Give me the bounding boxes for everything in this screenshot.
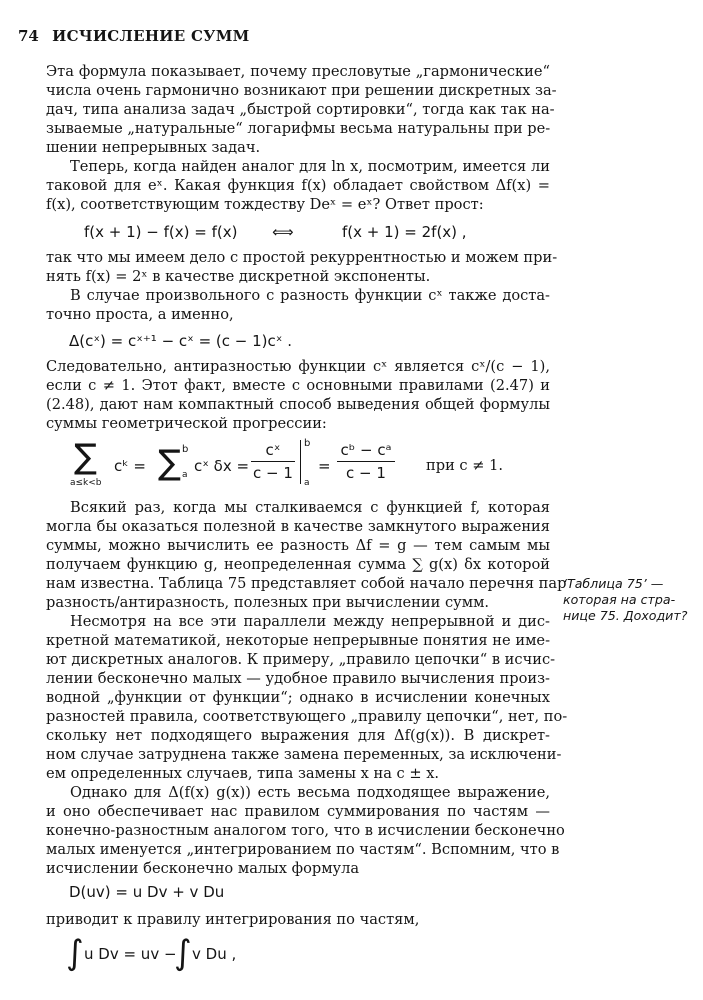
- bar-lower-limit: a: [304, 478, 310, 488]
- text-line: точно проста, а именно,: [46, 306, 234, 323]
- text-line: Однако для Δ(f(x) g(x)) есть весьма подходящее выражение,: [70, 784, 550, 801]
- text-line: кретной математикой, некоторые непрерывные понятия не име-: [46, 632, 550, 649]
- text-line: ют дискретных аналогов. К примеру, „правило цепочки“ в исчис-: [46, 651, 556, 668]
- text-line: скольку нет подходящего выражения для Δf(g(x)). В дискрет-: [46, 727, 550, 744]
- chapter-title: ИСЧИСЛЕНИЕ СУММ: [52, 27, 250, 45]
- equals-sign: =: [318, 457, 331, 475]
- margin-note-line: нице 75. Доходит?: [563, 608, 688, 623]
- text-line: таковой для eˣ. Какая функция f(x) обладает свойством Δf(x) =: [46, 177, 550, 194]
- integral-symbol: ∫: [174, 933, 192, 973]
- integral-expression: u Dv = uv −: [84, 945, 177, 963]
- sum-lower-limit: a: [182, 470, 188, 480]
- margin-note-line: которая на стра-: [563, 592, 676, 607]
- text-line: разностей правила, соответствующего „правилу цепочки“, нет, по-: [46, 708, 568, 725]
- fraction: [337, 441, 395, 482]
- text-line: так что мы имеем дело с простой рекуррентностью и можем при-: [46, 249, 558, 266]
- text-line: зываемые „натуральные“ логарифмы весьма натуральны при ре-: [46, 120, 551, 137]
- sum-expression: cˣ δx =: [194, 457, 250, 475]
- text-line: могла бы оказаться полезной в качестве замкнутого выражения: [46, 518, 550, 535]
- text-line: конечно-разностным аналогом того, что в исчислении бесконечно: [46, 822, 565, 839]
- text-line: шении непрерывных задач.: [46, 139, 261, 156]
- sum-lower-limit: a≤k<b: [70, 478, 102, 488]
- sum-symbol: ∑: [74, 437, 97, 477]
- fraction-numerator: cᵇ − cᵃ: [337, 441, 395, 462]
- text-line: получаем функцию g, неопределенная сумма ∑ g(x) δx которой: [46, 556, 550, 573]
- fraction-numerator: cˣ: [251, 441, 295, 462]
- text-line: если c ≠ 1. Этот факт, вместе с основными правилами (2.47) и: [46, 377, 550, 394]
- text-line: числа очень гармонично возникают при решении дискретных за-: [46, 82, 557, 99]
- equation-recurrence-right: f(x + 1) = 2f(x) ,: [342, 223, 467, 241]
- text-line: Следовательно, антиразностью функции cˣ является cˣ/(c − 1),: [46, 358, 550, 375]
- evaluation-bar: [300, 440, 301, 484]
- equation-recurrence-left: f(x + 1) − f(x) = f(x): [84, 223, 238, 241]
- text-line: и оно обеспечивает нас правилом суммирования по частям —: [46, 803, 550, 820]
- equation-difference-of-power: Δ(cˣ) = cˣ⁺¹ − cˣ = (c − 1)cˣ .: [69, 332, 292, 350]
- text-line: Теперь, когда найден аналог для ln x, посмотрим, имеется ли: [70, 158, 550, 175]
- text-line: Всякий раз, когда мы сталкиваемся с функцией f, которая: [70, 499, 550, 516]
- page-header: [18, 27, 250, 45]
- margin-note: [563, 576, 693, 624]
- text-line: разность/антиразность, полезных при вычислении сумм.: [46, 594, 490, 611]
- text-line: нять f(x) = 2ˣ в качестве дискретной экспоненты.: [46, 268, 431, 285]
- text-line: f(x), соответствующим тождеству Deˣ = eˣ? Ответ прост:: [46, 196, 484, 213]
- equation-product-rule: D(uv) = u Dv + v Du: [69, 883, 225, 901]
- text-line: лении бесконечно малых — удобное правило вычисления произ-: [46, 670, 550, 687]
- equation-condition: при c ≠ 1.: [426, 457, 504, 474]
- fraction-denominator: c − 1: [253, 464, 293, 482]
- integral-symbol: ∫: [66, 933, 84, 973]
- text-line: Несмотря на все эти параллели между непрерывной и дис-: [70, 613, 550, 630]
- text-line: суммы геометрической прогрессии:: [46, 415, 327, 432]
- text-line: приводит к правилу интегрирования по частям,: [46, 911, 420, 928]
- text-line: водной „функции от функции“; однако в исчислении конечных: [46, 689, 550, 706]
- margin-note-line: ‘Таблица 75’ —: [563, 576, 664, 591]
- bar-upper-limit: b: [304, 438, 311, 449]
- equation-equivalence-arrow: ⟺: [272, 223, 294, 241]
- text-line: ном случае затруднена также замена переменных, за исключени-: [46, 746, 562, 763]
- sum-upper-limit: b: [182, 444, 189, 455]
- fraction-denominator: c − 1: [346, 464, 386, 482]
- text-line: Эта формула показывает, почему пресловутые „гармонические“: [46, 63, 550, 80]
- text-line: суммы, можно вычислить ее разность Δf = g — тем самым мы: [46, 537, 550, 554]
- text-line: нам известна. Таблица 75 представляет собой начало перечня пар: [46, 575, 567, 592]
- text-line: дач, типа анализа задач „быстрой сортировки“, тогда как так на-: [46, 101, 555, 118]
- fraction: [251, 441, 295, 482]
- text-line: малых именуется „интегрированием по частям“. Вспомним, что в: [46, 841, 560, 858]
- text-line: ем определенных случаев, типа замены x на c ± x.: [46, 765, 440, 782]
- integral-expression: v Du ,: [192, 945, 237, 963]
- page-number: 74: [18, 27, 39, 45]
- text-line: исчислении бесконечно малых формула: [46, 860, 360, 877]
- indefinite-sum-symbol: ∑: [158, 443, 181, 483]
- text-line: В случае произвольного c разность функции cˣ также доста-: [70, 287, 550, 304]
- text-line: (2.48), дают нам компактный способ выведения общей формулы: [46, 396, 550, 413]
- sum-term: cᵏ =: [114, 457, 146, 475]
